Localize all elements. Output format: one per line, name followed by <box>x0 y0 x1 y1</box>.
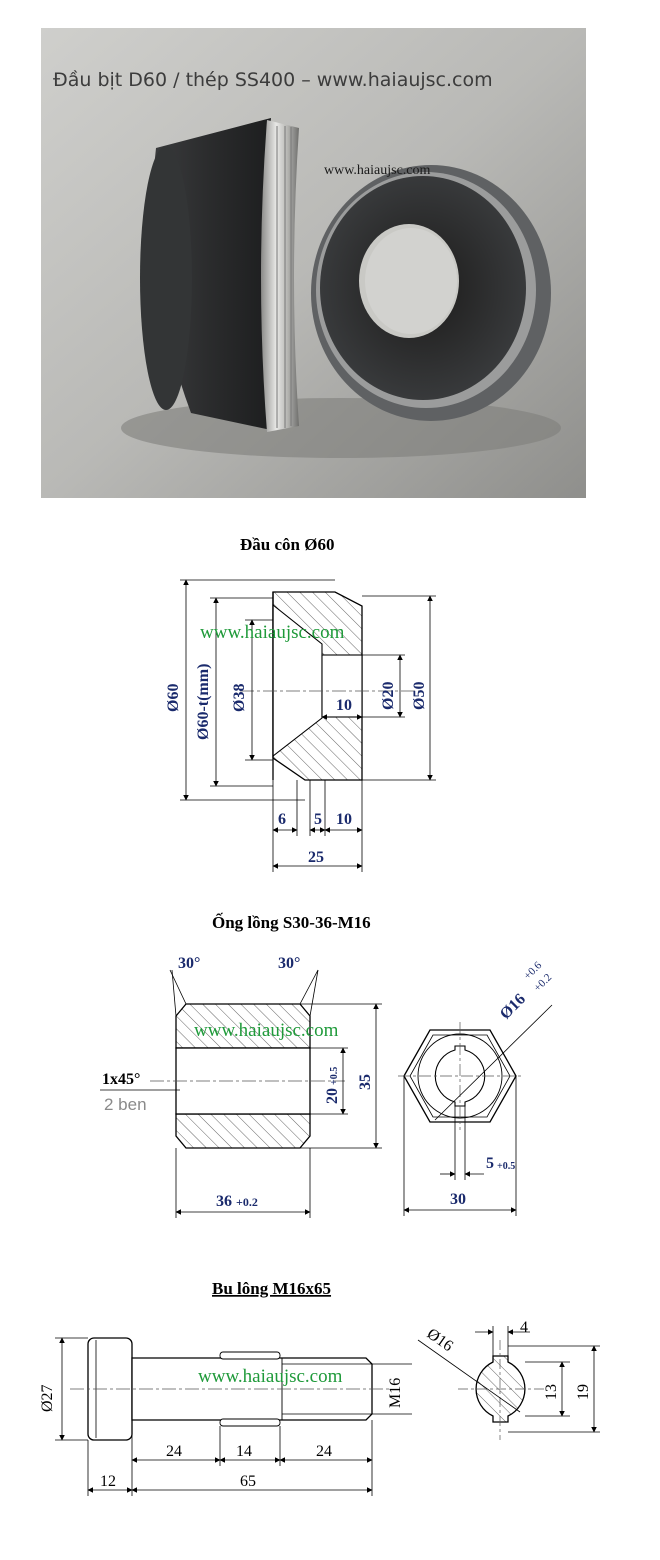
watermark-3: www.haiaujsc.com <box>198 1366 343 1387</box>
dim-d60t: Ø60-t(mm) <box>195 663 212 740</box>
dim-thread-tol-upper: +0.6 <box>521 959 545 983</box>
dim-d38: Ø38 <box>231 683 248 712</box>
dim-key: 5 <box>486 1155 494 1172</box>
section3-title: Bu lông M16x65 <box>212 1279 332 1298</box>
section-bu-long <box>39 1279 600 1496</box>
dim-14: 14 <box>236 1443 252 1460</box>
dim-12: 12 <box>100 1473 116 1490</box>
dim-bore-tol: +0.5 <box>329 1066 340 1085</box>
dim-4: 4 <box>520 1319 528 1336</box>
dim-d60: Ø60 <box>165 683 182 712</box>
dim-angle-right: 30° <box>278 955 301 972</box>
dim-24-a: 24 <box>166 1443 182 1460</box>
dim-6: 6 <box>278 811 286 828</box>
watermark-2: www.haiaujsc.com <box>194 1020 339 1041</box>
dim-chamfer: 1x45° <box>102 1071 141 1088</box>
dim-bore: 20 <box>324 1088 341 1104</box>
photo-watermark: www.haiaujsc.com <box>324 163 431 178</box>
dim-m16: M16 <box>387 1377 404 1408</box>
dim-13: 13 <box>543 1384 560 1400</box>
dim-25: 25 <box>308 849 324 866</box>
photo-caption: Đầu bịt D60 / thép SS400 – www.haiaujsc.com <box>53 69 493 91</box>
dim-5: 5 <box>314 811 322 828</box>
dim-d27: Ø27 <box>39 1384 56 1412</box>
dim-d20: Ø20 <box>380 681 397 710</box>
section2-title: Ống lồng S30-36-M16 <box>212 913 371 932</box>
watermark-1: www.haiaujsc.com <box>200 622 345 643</box>
section-dau-con <box>165 535 436 872</box>
dim-19: 19 <box>575 1384 592 1400</box>
dim-thread-tol-lower: +0.2 <box>531 971 555 995</box>
dim-chamfer-note: 2 ben <box>104 1095 147 1114</box>
dim-24-b: 24 <box>316 1443 332 1460</box>
sleeve-hex-view <box>398 1022 522 1130</box>
dim-height: 35 <box>357 1074 374 1090</box>
dim-d16: Ø16 <box>423 1325 457 1356</box>
bolt-side-view <box>70 1338 390 1440</box>
dim-10: 10 <box>336 811 352 828</box>
dim-across-flats: 30 <box>450 1191 466 1208</box>
bolt-end-view <box>458 1340 545 1440</box>
dim-10-bore: 10 <box>336 697 352 714</box>
dim-angle-left: 30° <box>178 955 201 972</box>
section-ong-long <box>100 912 554 1218</box>
dim-thread: Ø16 <box>496 990 529 1023</box>
dim-length: 36 <box>216 1193 232 1210</box>
dim-key-tol: +0.5 <box>497 1161 516 1172</box>
dim-d50: Ø50 <box>411 681 428 710</box>
dim-length-tol: +0.2 <box>236 1195 258 1209</box>
dim-65: 65 <box>240 1473 256 1490</box>
section1-title: Đầu côn Ø60 <box>240 535 335 554</box>
